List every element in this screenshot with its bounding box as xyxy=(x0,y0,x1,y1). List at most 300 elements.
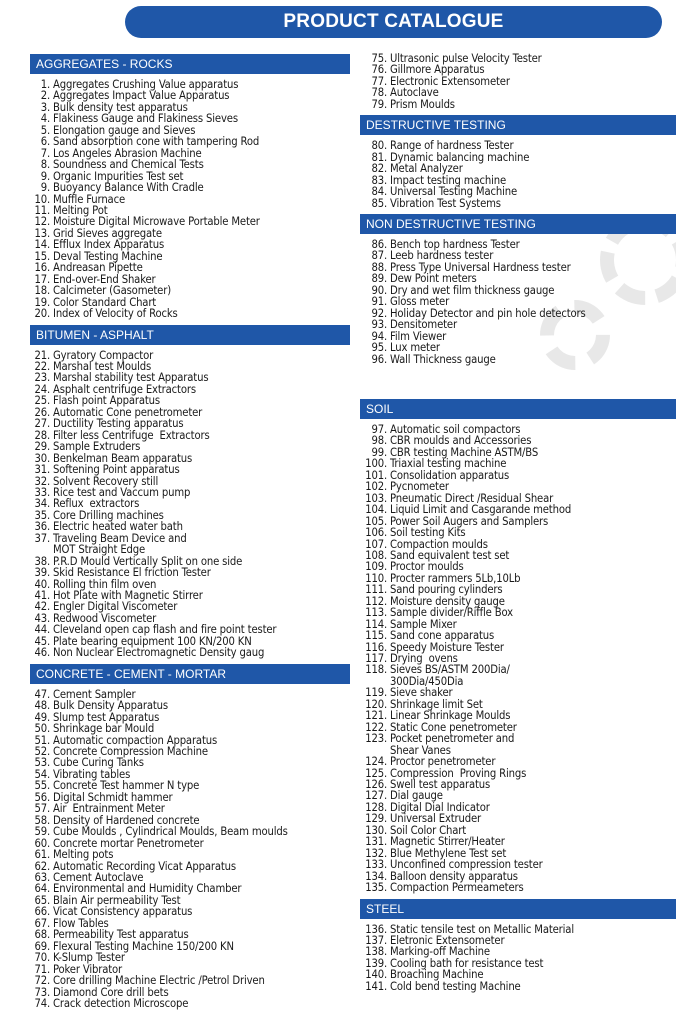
item-number: 6. xyxy=(40,135,50,149)
item-name: Sieve shaker xyxy=(390,686,453,700)
item-name: Sand equivalent test set xyxy=(390,548,510,562)
item-number: 116. xyxy=(365,640,387,654)
item-name: Sample Mixer xyxy=(390,617,457,631)
item-name: Speedy Moisture Tester xyxy=(390,640,504,654)
item-number: 134. xyxy=(365,869,387,883)
item-number: 107. xyxy=(365,537,387,551)
item-name: Rice test and Vaccum pump xyxy=(53,485,191,499)
item-number: 13. xyxy=(34,226,50,240)
item-name: Electric heated water bath xyxy=(53,520,183,534)
item-name: Bulk density test apparatus xyxy=(53,100,188,114)
item-number: 87. xyxy=(371,249,387,263)
item-number: 65. xyxy=(34,893,50,907)
item-name: Marking-off Machine xyxy=(390,945,490,959)
item-name: Soil Color Chart xyxy=(390,823,467,837)
item-number: 132. xyxy=(365,846,387,860)
item-number: 35. xyxy=(34,508,50,522)
item-number: 19. xyxy=(34,295,50,309)
item-number: 67. xyxy=(34,916,50,930)
item-name: Melting Pot xyxy=(53,203,108,217)
item-name: Marshal test Moulds xyxy=(53,359,152,373)
item-number: 31. xyxy=(34,463,50,477)
item-name: Filter less Centrifuge Extractors xyxy=(53,428,210,442)
item-number: 81. xyxy=(371,150,387,164)
item-name: Cold bend testing Machine xyxy=(390,979,521,993)
item-number: 59. xyxy=(34,825,50,839)
item-number: 76. xyxy=(371,63,387,77)
item-number: 112. xyxy=(365,594,387,608)
right-column xyxy=(360,53,676,992)
item-name: Film Viewer xyxy=(390,329,447,343)
item-name: Efflux Index Apparatus xyxy=(53,238,165,252)
item-number: 101. xyxy=(365,468,387,482)
item-name: Proctor moulds xyxy=(390,560,464,574)
item-name: Autoclave xyxy=(390,86,439,100)
item-number: 14. xyxy=(34,238,50,252)
section-header-aggregates-rocks: AGGREGATES - ROCKS xyxy=(30,54,350,74)
item-number: 52. xyxy=(34,745,50,759)
item-number: 73. xyxy=(34,985,50,999)
item-number: 51. xyxy=(34,733,50,747)
item-name: Impact testing machine xyxy=(390,173,507,187)
item-number: 72. xyxy=(34,974,50,988)
item-name: Automatic compaction Apparatus xyxy=(53,733,218,747)
item-number: 34. xyxy=(34,497,50,511)
item-name: Index of Velocity of Rocks xyxy=(53,307,178,321)
item-number: 106. xyxy=(365,526,387,540)
item-number: 69. xyxy=(34,939,50,953)
item-number: 127. xyxy=(365,789,387,803)
item-name: Solvent Recovery still xyxy=(53,474,159,488)
item-name: Sieves BS/ASTM 200Dia/ xyxy=(390,663,510,677)
item-name: Dry and wet film thickness gauge xyxy=(390,283,555,297)
item-name: Flakiness Gauge and Flakiness Sieves xyxy=(53,112,238,126)
item-number: 120. xyxy=(365,697,387,711)
item-name: Unconfined compression tester xyxy=(390,858,543,872)
item-name: Blain Air permeability Test xyxy=(53,893,181,907)
item-name: Vicat Consistency apparatus xyxy=(53,905,193,919)
item-name: Static Cone penetrometer xyxy=(390,720,517,734)
item-number: 94. xyxy=(371,329,387,343)
item-name: Static tensile test on Metallic Material xyxy=(390,922,574,936)
item-number: 77. xyxy=(371,74,387,88)
item-name: Dynamic balancing machine xyxy=(390,150,530,164)
product-item xyxy=(360,882,676,893)
product-list xyxy=(360,239,676,365)
item-number: 20. xyxy=(34,307,50,321)
item-name: Pneumatic Direct /Residual Shear xyxy=(390,491,554,505)
item-number: 18. xyxy=(34,284,50,298)
item-name: Bulk Density Apparatus xyxy=(53,699,168,713)
item-name: Slump test Apparatus xyxy=(53,710,160,724)
item-name: Densitometer xyxy=(390,318,457,332)
item-name: Plate bearing equipment 100 KN/200 KN xyxy=(53,634,252,648)
item-name: CBR testing Machine ASTM/BS xyxy=(390,445,539,459)
section-header-non-destructive-testing: NON DESTRUCTIVE TESTING xyxy=(360,214,676,234)
item-name: Soundness and Chemical Tests xyxy=(53,158,204,172)
item-name: Ultrasonic pulse Velocity Tester xyxy=(390,52,542,65)
item-number: 121. xyxy=(365,709,387,723)
item-number: 27. xyxy=(34,417,50,431)
item-number: 84. xyxy=(371,185,387,199)
item-number: 39. xyxy=(34,566,50,580)
item-number: 23. xyxy=(34,371,50,385)
item-number: 55. xyxy=(34,779,50,793)
item-name: Crack detection Microscope xyxy=(53,996,189,1010)
item-number: 74. xyxy=(34,996,50,1010)
item-name: Diamond Core drill bets xyxy=(53,985,169,999)
item-name: Cleveland open cap flash and fire point tester xyxy=(53,623,277,637)
item-number: 25. xyxy=(34,394,50,408)
item-name: Universal Extruder xyxy=(390,812,482,826)
item-name: Sample divider/Riffle Box xyxy=(390,606,513,620)
item-name: Shrinkage limit Set xyxy=(390,697,483,711)
item-number: 89. xyxy=(371,272,387,286)
item-number: 91. xyxy=(371,295,387,309)
item-name: Sand absorption cone with tampering Rod xyxy=(53,135,260,149)
item-number: 97. xyxy=(371,422,387,436)
item-number: 83. xyxy=(371,173,387,187)
item-name: Benkelman Beam apparatus xyxy=(53,451,193,465)
item-name: Flash point Apparatus xyxy=(53,394,160,408)
item-number: 125. xyxy=(365,766,387,780)
item-name: K-Slump Tester xyxy=(53,951,125,965)
item-number: 54. xyxy=(34,767,50,781)
item-number: 57. xyxy=(34,802,50,816)
item-number: 64. xyxy=(34,882,50,896)
item-name: Bench top hardness Tester xyxy=(390,237,520,251)
item-name: Leeb hardness tester xyxy=(390,249,494,263)
item-number: 105. xyxy=(365,514,387,528)
item-name: Wall Thickness gauge xyxy=(390,352,496,366)
item-name: Shrinkage bar Mould xyxy=(53,722,155,736)
item-number: 138. xyxy=(365,945,387,959)
item-number: 136. xyxy=(365,922,387,936)
item-name: Balloon density apparatus xyxy=(390,869,518,883)
item-name: Elongation gauge and Sieves xyxy=(53,123,196,137)
item-name: Gloss meter xyxy=(390,295,450,309)
item-number: 30. xyxy=(34,451,50,465)
item-number: 131. xyxy=(365,835,387,849)
item-number: 9. xyxy=(40,181,50,195)
item-name: Melting pots xyxy=(53,848,114,862)
item-number: 58. xyxy=(34,813,50,827)
item-name: Andreasan Pipette xyxy=(53,261,143,275)
item-name: Proctor penetrometer xyxy=(390,755,496,769)
item-name: Environmental and Humidity Chamber xyxy=(53,882,242,896)
catalogue-banner: PRODUCT CATALOGUE xyxy=(125,6,662,38)
item-name: Flow Tables xyxy=(53,916,109,930)
item-number: 129. xyxy=(365,812,387,826)
item-number: 33. xyxy=(34,485,50,499)
item-number: 110. xyxy=(365,571,387,585)
item-number: 56. xyxy=(34,790,50,804)
item-number: 47. xyxy=(34,687,50,701)
item-number: 96. xyxy=(371,352,387,366)
item-name: Press Type Universal Hardness tester xyxy=(390,260,571,274)
item-name: Non Nuclear Electromagnetic Density gaug xyxy=(53,646,265,660)
item-number: 7. xyxy=(40,146,50,160)
section-header-destructive-testing: DESTRUCTIVE TESTING xyxy=(360,115,676,135)
item-number: 128. xyxy=(365,800,387,814)
item-number: 8. xyxy=(40,158,50,172)
item-name: Pocket penetrometer and xyxy=(390,732,515,746)
item-number: 44. xyxy=(34,623,50,637)
item-name: Rolling thin film oven xyxy=(53,577,157,591)
item-name: Engler Digital Viscometer xyxy=(53,600,178,614)
product-list xyxy=(360,140,676,209)
item-number: 86. xyxy=(371,237,387,251)
item-number: 3. xyxy=(40,100,50,114)
item-name: Moisture Digital Microwave Portable Meter xyxy=(53,215,260,229)
item-name: Vibrating tables xyxy=(53,767,131,781)
item-name: Magnetic Stirrer/Heater xyxy=(390,835,505,849)
item-number: 10. xyxy=(34,192,50,206)
product-item xyxy=(30,647,350,658)
item-number: 82. xyxy=(371,162,387,176)
item-number: 98. xyxy=(371,434,387,448)
item-number: 80. xyxy=(371,139,387,153)
section-header-bitumen-asphalt: BITUMEN - ASPHALT xyxy=(30,325,350,345)
item-number: 36. xyxy=(34,520,50,534)
item-number: 22. xyxy=(34,359,50,373)
item-number: 24. xyxy=(34,382,50,396)
item-name: Concrete mortar Penetrometer xyxy=(53,836,204,850)
item-name: Redwood Viscometer xyxy=(53,611,157,625)
item-name: Organic Impurities Test set xyxy=(53,169,184,183)
item-number: 140. xyxy=(365,968,387,982)
item-name: Los Angeles Abrasion Machine xyxy=(53,146,202,160)
product-item xyxy=(360,99,676,110)
item-number: 118. xyxy=(365,663,387,677)
item-name: Blue Methylene Test set xyxy=(390,846,507,860)
item-name: 300Dia/450Dia xyxy=(390,674,464,688)
item-name: Dial gauge xyxy=(390,789,443,803)
item-number: 40. xyxy=(34,577,50,591)
product-item xyxy=(30,998,350,1009)
item-name: Range of hardness Tester xyxy=(390,139,514,153)
product-list xyxy=(360,424,676,894)
item-number: 48. xyxy=(34,699,50,713)
item-number: 75. xyxy=(371,52,387,65)
item-name: Eletronic Extensometer xyxy=(390,934,505,947)
item-name: Digital Dial Indicator xyxy=(390,800,490,814)
item-number: 12. xyxy=(34,215,50,229)
item-name: Air Entrainment Meter xyxy=(53,802,165,816)
item-number: 26. xyxy=(34,405,50,419)
item-name: Power Soil Augers and Samplers xyxy=(390,514,549,528)
item-number: 66. xyxy=(34,905,50,919)
item-number: 123. xyxy=(365,732,387,746)
item-number: 32. xyxy=(34,474,50,488)
left-column xyxy=(30,54,350,1009)
item-number: 50. xyxy=(34,722,50,736)
item-name: Skid Resistance El friction Tester xyxy=(53,566,211,580)
item-number: 93. xyxy=(371,318,387,332)
item-name: Soil testing Kits xyxy=(390,526,466,540)
item-number: 41. xyxy=(34,589,50,603)
item-number: 29. xyxy=(34,440,50,454)
item-name: Gyratory Compactor xyxy=(53,348,154,362)
item-number: 95. xyxy=(371,341,387,355)
item-number: 126. xyxy=(365,778,387,792)
item-number: 71. xyxy=(34,962,50,976)
item-number: 46. xyxy=(34,646,50,660)
item-name: MOT Straight Edge xyxy=(53,543,146,557)
product-list xyxy=(30,689,350,1010)
item-number: 108. xyxy=(365,548,387,562)
item-name: Lux meter xyxy=(390,341,440,355)
item-number: 62. xyxy=(34,859,50,873)
item-number: 119. xyxy=(365,686,387,700)
item-name: Reflux extractors xyxy=(53,497,140,511)
item-number: 11. xyxy=(34,203,50,217)
item-name: Broaching Machine xyxy=(390,968,484,982)
item-number: 63. xyxy=(34,871,50,884)
item-name: Pycnometer xyxy=(390,480,449,494)
item-name: Procter rammers 5Lb,10Lb xyxy=(390,571,521,585)
item-name: Sample Extruders xyxy=(53,440,141,454)
item-number: 100. xyxy=(365,457,387,471)
item-number: 2. xyxy=(40,89,50,103)
section-header-concrete-cement-mortar: CONCRETE - CEMENT - MORTAR xyxy=(30,664,350,684)
product-list xyxy=(30,350,350,659)
item-name: P.R.D Mould Vertically Split on one side xyxy=(53,554,243,568)
item-number: 141. xyxy=(365,979,387,993)
item-name: Cement Autoclave xyxy=(53,871,144,884)
item-name: Moisture density gauge xyxy=(390,594,505,608)
item-name: Hot Plate with Magnetic Stirrer xyxy=(53,589,203,603)
item-name: Muffle Furnace xyxy=(53,192,126,206)
item-number: 109. xyxy=(365,560,387,574)
item-number: 111. xyxy=(365,583,387,597)
product-list xyxy=(30,79,350,320)
item-name: Dew Point meters xyxy=(390,272,477,286)
product-list xyxy=(360,53,676,110)
item-number: 37. xyxy=(34,531,50,545)
item-name: Concrete Test hammer N type xyxy=(53,779,200,793)
item-name: Aggregates Crushing Value apparatus xyxy=(53,78,239,91)
item-name: Traveling Beam Device and xyxy=(53,531,187,545)
product-item xyxy=(360,981,676,992)
item-number: 1. xyxy=(40,78,50,91)
item-number: 113. xyxy=(365,606,387,620)
item-name: Automatic soil compactors xyxy=(390,422,521,436)
item-number: 124. xyxy=(365,755,387,769)
item-number: 78. xyxy=(371,86,387,100)
item-name: Ductility Testing apparatus xyxy=(53,417,184,431)
item-name: Swell test apparatus xyxy=(390,778,491,792)
item-number: 139. xyxy=(365,956,387,970)
item-name: Cube Curing Tanks xyxy=(53,756,144,770)
item-name: Digital Schmidt hammer xyxy=(53,790,173,804)
item-name: Consolidation apparatus xyxy=(390,468,510,482)
item-name: End-over-End Shaker xyxy=(53,272,156,286)
section-header-soil: SOIL xyxy=(360,399,676,419)
item-name: Density of Hardened concrete xyxy=(53,813,200,827)
product-list xyxy=(360,924,676,993)
item-name: Core Drilling machines xyxy=(53,508,164,522)
item-number: 102. xyxy=(365,480,387,494)
product-item xyxy=(30,308,350,319)
item-name: Sand cone apparatus xyxy=(390,629,495,643)
item-number: 4. xyxy=(40,112,50,126)
item-name: Shear Vanes xyxy=(390,743,451,757)
item-number: 9. xyxy=(40,169,50,183)
item-name: Automatic Cone penetrometer xyxy=(53,405,203,419)
item-name: Gillmore Apparatus xyxy=(390,63,485,77)
section-header-steel: STEEL xyxy=(360,899,676,919)
item-name: Cement Sampler xyxy=(53,687,136,701)
item-number: 16. xyxy=(34,261,50,275)
item-name: Universal Testing Machine xyxy=(390,185,518,199)
item-name: Flexural Testing Machine 150/200 KN xyxy=(53,939,234,953)
item-number: 61. xyxy=(34,848,50,862)
item-number: 90. xyxy=(371,283,387,297)
item-number: 17. xyxy=(34,272,50,286)
item-number: 60. xyxy=(34,836,50,850)
item-name: Permeability Test apparatus xyxy=(53,928,189,942)
item-number: 103. xyxy=(365,491,387,505)
item-name: Poker Vibrator xyxy=(53,962,123,976)
item-name: Deval Testing Machine xyxy=(53,249,163,263)
item-name: Aggregates Impact Value Apparatus xyxy=(53,89,230,103)
item-number: 15. xyxy=(34,249,50,263)
item-name: Calcimeter (Gasometer) xyxy=(53,284,171,298)
item-number: 49. xyxy=(34,710,50,724)
item-number: 70. xyxy=(34,951,50,965)
item-name: Compaction moulds xyxy=(390,537,488,551)
item-number: 92. xyxy=(371,306,387,320)
item-name: Softening Point apparatus xyxy=(53,463,180,477)
item-number: 68. xyxy=(34,928,50,942)
item-number: 135. xyxy=(365,881,387,895)
item-name: Core drilling Machine Electric /Petrol Driven xyxy=(53,974,265,988)
item-name: Drying ovens xyxy=(390,652,458,666)
item-name: Vibration Test Systems xyxy=(390,196,501,210)
item-name: Liquid Limit and Casgarande method xyxy=(390,503,572,517)
item-name: Cooling bath for resistance test xyxy=(390,956,544,970)
item-number: 104. xyxy=(365,503,387,517)
item-name: CBR moulds and Accessories xyxy=(390,434,532,448)
item-number: 133. xyxy=(365,858,387,872)
item-name: Grid Sieves aggregate xyxy=(53,226,162,240)
item-name: Triaxial testing machine xyxy=(390,457,507,471)
item-number: 79. xyxy=(371,97,387,111)
item-number: 5. xyxy=(40,123,50,137)
item-number: 43. xyxy=(34,611,50,625)
item-number: 122. xyxy=(365,720,387,734)
product-item xyxy=(360,354,676,365)
item-number: 53. xyxy=(34,756,50,770)
item-number: 99. xyxy=(371,445,387,459)
item-name: Compaction Permeameters xyxy=(390,881,524,895)
item-number: 21. xyxy=(34,348,50,362)
item-number: 28. xyxy=(34,428,50,442)
item-number: 117. xyxy=(365,652,387,666)
item-number: 115. xyxy=(365,629,387,643)
item-number: 130. xyxy=(365,823,387,837)
item-name: Automatic Recording Vicat Apparatus xyxy=(53,859,237,873)
item-name: Holiday Detector and pin hole detectors xyxy=(390,306,586,320)
item-number: 114. xyxy=(365,617,387,631)
item-name: Color Standard Chart xyxy=(53,295,157,309)
item-name: Asphalt centrifuge Extractors xyxy=(53,382,196,396)
item-number: 38. xyxy=(34,554,50,568)
item-name: Prism Moulds xyxy=(390,97,455,111)
item-name: Linear Shrinkage Moulds xyxy=(390,709,511,723)
item-name: Compression Proving Rings xyxy=(390,766,527,780)
